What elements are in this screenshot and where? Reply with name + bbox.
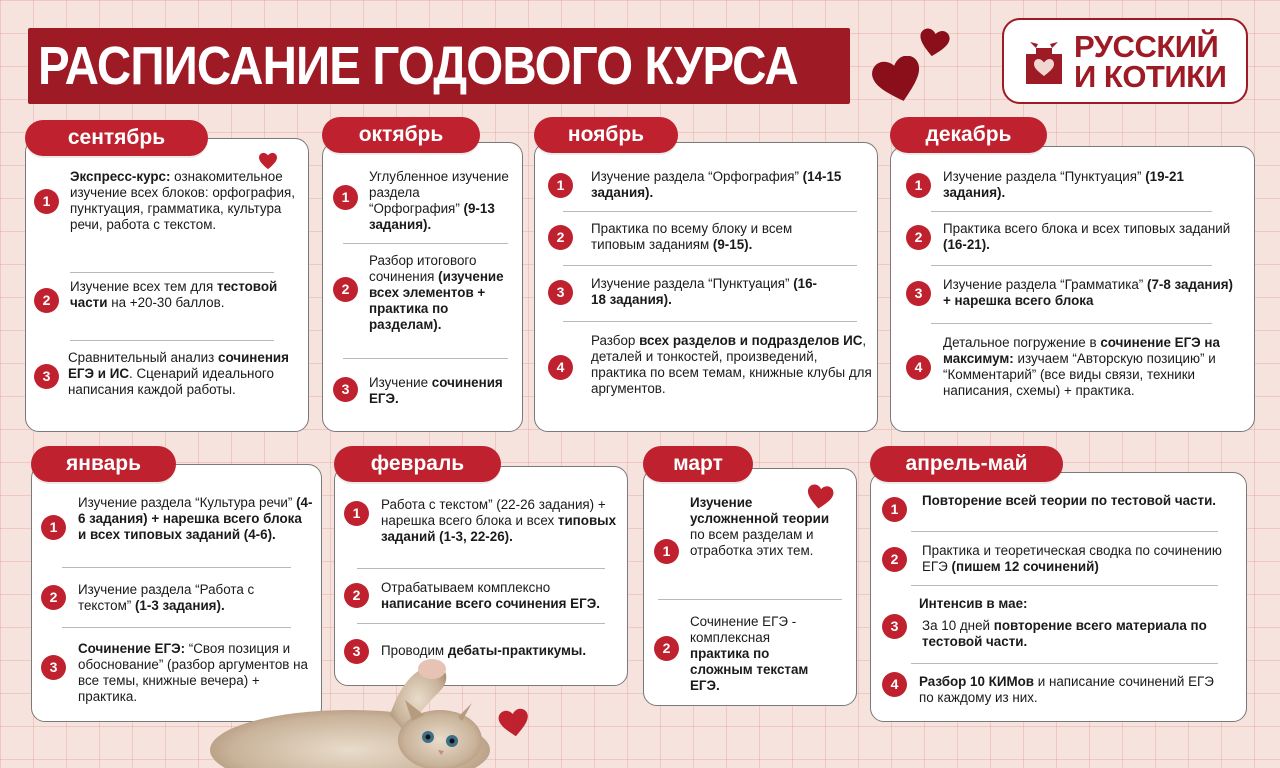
item-number: 3: [344, 639, 369, 664]
item-number: 2: [34, 288, 59, 313]
month-label-december: декабрь: [890, 117, 1047, 153]
month-label-november: ноябрь: [534, 117, 678, 153]
item-text: Изучение раздела “Орфография” (14-15 задания).: [591, 169, 842, 200]
item-number: 3: [41, 655, 66, 680]
divider: [357, 568, 605, 569]
item-number: 2: [548, 225, 573, 250]
item-number: 1: [548, 173, 573, 198]
card-september: [25, 138, 309, 432]
brand-logo: [1002, 18, 1248, 104]
divider: [658, 599, 842, 600]
month-label-april-may: апрель-май: [870, 446, 1063, 482]
cat-image: [200, 655, 520, 768]
item-number: 2: [344, 583, 369, 608]
item-text: Практика по всему блоку и всем типовым заданиям (9-15).: [591, 221, 793, 252]
page-title: РАСПИСАНИЕ ГОДОВОГО КУРСА: [38, 36, 798, 96]
item-text: Экспресс-курс: ознакомительное изучение всех блоков: орфография, пунктуация, грамматика, культура речи, работа с текстом.: [70, 169, 295, 232]
item-text: Практика и теоретическая сводка по сочинению ЕГЭ (пишем 12 сочинений): [922, 543, 1222, 574]
divider: [563, 321, 857, 322]
divider: [911, 663, 1218, 664]
item-text: Изучение всех тем для тестовой части на +20-30 баллов.: [70, 279, 278, 310]
divider: [563, 265, 857, 266]
item-text: Разбор 10 КИМов и написание сочинений ЕГЭ по каждому из них.: [919, 674, 1214, 705]
item-number: 1: [882, 497, 907, 522]
item-text: Углубленное изучение раздела “Орфография” (9-13 задания).: [369, 169, 509, 232]
divider: [931, 211, 1212, 212]
item-text: Изучение раздела “Грамматика” (7-8 задания) + нарешка всего блока: [943, 277, 1233, 308]
intensive-heading: Интенсив в мае:: [919, 596, 1028, 611]
item-number: 3: [906, 281, 931, 306]
item-text: Практика всего блока и всех типовых заданий (16-21).: [943, 221, 1231, 252]
divider: [343, 243, 508, 244]
logo-cat-icon: [1022, 40, 1066, 88]
divider: [931, 265, 1212, 266]
item-number: 1: [41, 515, 66, 540]
divider: [62, 567, 291, 568]
item-number: 4: [882, 672, 907, 697]
divider: [931, 323, 1212, 324]
item-number: 3: [548, 280, 573, 305]
logo-line-1: РУССКИЙ: [1074, 29, 1219, 64]
item-text: Повторение всей теории по тестовой части.: [922, 493, 1217, 508]
card-february: [334, 466, 628, 686]
item-number: 1: [344, 501, 369, 526]
item-number: 4: [548, 355, 573, 380]
item-text: Изучение раздела “Пунктуация” (19-21 задания).: [943, 169, 1184, 200]
item-number: 3: [34, 364, 59, 389]
item-number: 1: [906, 173, 931, 198]
item-number: 2: [41, 585, 66, 610]
item-text: Изучение раздела “Работа с текстом” (1-3 задания).: [78, 582, 255, 613]
month-label-january: январь: [31, 446, 176, 482]
item-number: 3: [882, 614, 907, 639]
card-october: [322, 142, 523, 432]
divider: [357, 623, 605, 624]
divider: [911, 585, 1218, 586]
card-december: [890, 146, 1255, 432]
item-text: Детальное погружение в сочинение ЕГЭ на максимум: изучаем “Авторскую позицию” и “Комментарий” (все виды связи, техники написания, схемы) + практика.: [943, 335, 1220, 398]
month-label-september: сентябрь: [25, 120, 208, 156]
logo-text: [1074, 29, 1227, 94]
item-text: Разбор всех разделов и подразделов ИС, деталей и тонкостей, произведений, практика по всем темам, книжные клубы для аргументов.: [591, 333, 872, 396]
divider: [70, 340, 274, 341]
item-text: Отрабатываем комплексно написание всего сочинения ЕГЭ.: [381, 580, 600, 611]
card-april-may: [870, 472, 1247, 722]
item-number: 1: [654, 539, 679, 564]
divider: [911, 531, 1218, 532]
heart-icon: [806, 484, 834, 510]
logo-line-2: И КОТИКИ: [1074, 59, 1227, 94]
item-number: 2: [906, 225, 931, 250]
item-text: Сочинение ЕГЭ: “Своя позиция и обоснование” (разбор аргументов на все темы, книжные вечера) + практика.: [78, 641, 308, 704]
item-text: Сочинение ЕГЭ - комплексная практика по сложным текстам ЕГЭ.: [690, 614, 809, 693]
heart-icon: [872, 56, 924, 104]
heart-icon: [918, 28, 950, 58]
item-text: Изучение раздела “Пунктуация” (16-18 задания).: [591, 276, 818, 307]
item-number: 2: [654, 636, 679, 661]
item-text: Разбор итогового сочинения (изучение всех элементов + практика по разделам).: [369, 253, 504, 332]
item-number: 3: [333, 377, 358, 402]
divider: [343, 358, 508, 359]
item-text: Работа с текстом” (22-26 задания) + нарешка всего блока и всех типовых заданий (1-3, 22-26).: [381, 497, 617, 544]
item-text: Изучение сочинения ЕГЭ.: [369, 375, 503, 406]
item-text: Изучение усложненной теории по всем разделам и отработка этих тем.: [690, 495, 830, 558]
divider: [70, 272, 274, 273]
item-number: 4: [906, 355, 931, 380]
item-text: Изучение раздела “Культура речи” (4-6 задания) + нарешка всего блока и всех типовых заданий (4-6).: [78, 495, 313, 542]
month-label-march: март: [643, 446, 753, 482]
item-number: 2: [882, 547, 907, 572]
month-label-february: февраль: [334, 446, 501, 482]
card-november: [534, 142, 878, 432]
item-text: Интенсив в мае: За 10 дней повторение всего материала по тестовой части.: [919, 596, 1219, 650]
item-number: 1: [34, 189, 59, 214]
divider: [563, 211, 857, 212]
heart-icon: [258, 152, 278, 170]
item-number: 1: [333, 185, 358, 210]
month-label-october: октябрь: [322, 117, 480, 153]
item-text: Сравнительный анализ сочинения ЕГЭ и ИС. Сценарий идеального написания каждой работы.: [68, 350, 289, 397]
divider: [62, 627, 291, 628]
item-text: Проводим дебаты-практикумы.: [381, 643, 587, 658]
item-number: 2: [333, 277, 358, 302]
